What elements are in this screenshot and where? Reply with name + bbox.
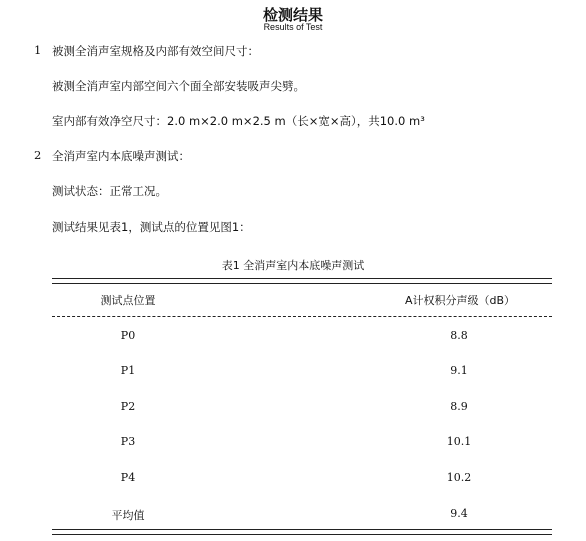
table-header-position: 测试点位置 [100,294,156,307]
table-cell-position: P1 [120,364,136,377]
section-2-heading: 全消声室内本底噪声测试： [52,149,190,163]
table-cell-level: 8.8 [450,329,468,342]
table-cell-level: 8.9 [450,400,468,413]
table-cell-level: 10.2 [446,471,472,484]
table-cell-position: P3 [120,435,136,448]
section-2-line-1: 测试状态：正常工况。 [52,184,167,198]
table-cell-level: 10.1 [446,435,472,448]
page-subtitle: Results of Test [263,22,323,32]
section-1-heading: 被测全消声室规格及内部有效空间尺寸： [52,44,259,58]
section-1-number: 1 [34,43,42,57]
table-cell-position: P4 [120,471,136,484]
table-header-rule [52,316,552,317]
table-top-rule [52,278,552,284]
table-caption: 表1 全消声室内本底噪声测试 [221,259,365,272]
section-2-number: 2 [34,148,42,162]
table-cell-position: P2 [120,400,136,413]
table-cell-level: 9.1 [450,364,468,377]
table-bottom-rule [52,529,552,535]
page-title: 检测结果 [262,6,323,24]
section-2-line-2: 测试结果见表1，测试点的位置见图1： [52,220,251,234]
table-cell-position: P0 [120,329,136,342]
table-header-level: A计权积分声级（dB） [404,294,516,307]
table-cell-level: 9.4 [450,507,468,520]
table-cell-position: 平均值 [111,509,145,522]
section-1-line-2: 室内部有效净空尺寸：2.0 m×2.0 m×2.5 m（长×宽×高），共10.0 m³ [52,114,425,128]
section-1-line-1: 被测全消声室内部空间六个面全部安装吸声尖劈。 [52,79,305,93]
